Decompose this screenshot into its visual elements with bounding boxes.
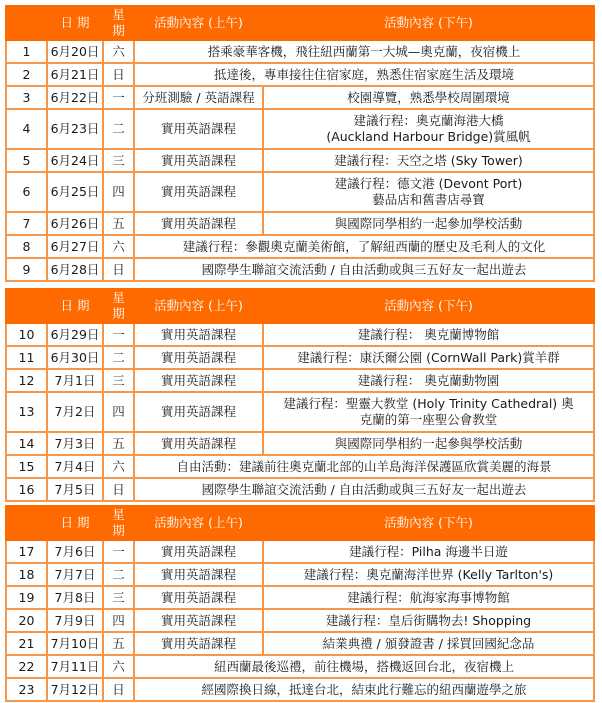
- day-weekday: 二: [103, 109, 134, 149]
- day-activity-pm: [263, 172, 594, 212]
- pm-line-1: 建議行程：聖靈大教堂 (Holy Trinity Cathedral) 奧: [283, 396, 574, 411]
- schedule-table-week-2: [5, 288, 595, 502]
- day-date: 7月2日: [47, 392, 103, 432]
- table-row: [6, 212, 594, 235]
- schedule-table-week-3: [5, 505, 595, 702]
- day-weekday: 二: [103, 563, 134, 586]
- table-row: [6, 149, 594, 172]
- day-activity-all: 紐西蘭最後巡禮，前往機場，搭機返回台北，夜宿機上: [134, 655, 594, 678]
- header-no: [6, 6, 47, 40]
- header-am: 活動內容 (上午): [134, 289, 263, 323]
- day-date: 7月5日: [47, 478, 103, 501]
- day-no: 13: [6, 392, 47, 432]
- day-no: 3: [6, 86, 47, 109]
- header-am: 活動內容 (上午): [134, 6, 263, 40]
- day-weekday: 日: [103, 258, 134, 281]
- table-row: [6, 346, 594, 369]
- pm-line-2: 藝品店和舊書店尋寶: [372, 192, 485, 207]
- day-no: 11: [6, 346, 47, 369]
- table-row: [6, 86, 594, 109]
- day-activity-am: 實用英語課程: [134, 540, 263, 563]
- table-row: [6, 258, 594, 281]
- day-activity-am: 實用英語課程: [134, 149, 263, 172]
- day-weekday: 三: [103, 369, 134, 392]
- day-date: 6月21日: [47, 63, 103, 86]
- table-row: [6, 369, 594, 392]
- pm-line-1: 建議行程：德文港 (Devont Port): [334, 176, 523, 191]
- header-weekday: 星 期: [103, 506, 134, 540]
- table-row: [6, 655, 594, 678]
- day-weekday: 一: [103, 323, 134, 346]
- day-weekday: 一: [103, 540, 134, 563]
- table-row: [6, 235, 594, 258]
- header-weekday: 星 期: [103, 289, 134, 323]
- day-weekday: 三: [103, 586, 134, 609]
- schedule-table-week-1: [5, 5, 595, 282]
- day-weekday: 日: [103, 478, 134, 501]
- day-activity-pm: 建議行程：天空之塔 (Sky Tower): [263, 149, 594, 172]
- day-no: 21: [6, 632, 47, 655]
- day-activity-am: 實用英語課程: [134, 172, 263, 212]
- day-activity-all: 國際學生聯誼交流活動 / 自由活動或與三五好友一起出遊去: [134, 478, 594, 501]
- day-date: 6月26日: [47, 212, 103, 235]
- table-row: [6, 632, 594, 655]
- day-activity-am: 實用英語課程: [134, 109, 263, 149]
- header-pm: 活動內容 (下午): [263, 6, 594, 40]
- day-activity-all: 抵達後，專車接往住宿家庭，熟悉住宿家庭生活及環境: [134, 63, 594, 86]
- table-row: [6, 172, 594, 212]
- day-activity-pm: 建議行程：航海家海事博物館: [263, 586, 594, 609]
- header-no: [6, 289, 47, 323]
- day-weekday: 四: [103, 609, 134, 632]
- day-weekday: 六: [103, 40, 134, 63]
- day-activity-am: 實用英語課程: [134, 392, 263, 432]
- table-row: [6, 109, 594, 149]
- day-date: 6月30日: [47, 346, 103, 369]
- day-no: 15: [6, 455, 47, 478]
- day-weekday: 五: [103, 632, 134, 655]
- day-activity-am: 實用英語課程: [134, 346, 263, 369]
- day-activity-am: 實用英語課程: [134, 563, 263, 586]
- day-activity-pm: 與國際同學相約一起參加學校活動: [263, 212, 594, 235]
- table-row: [6, 432, 594, 455]
- table-row: [6, 478, 594, 501]
- day-no: 18: [6, 563, 47, 586]
- day-activity-am: 實用英語課程: [134, 212, 263, 235]
- day-no: 14: [6, 432, 47, 455]
- day-activity-pm: 建議行程：Pilha 海邊半日遊: [263, 540, 594, 563]
- header-pm: 活動內容 (下午): [263, 289, 594, 323]
- day-date: 6月25日: [47, 172, 103, 212]
- day-date: 6月23日: [47, 109, 103, 149]
- header-no: [6, 506, 47, 540]
- table-row: [6, 63, 594, 86]
- header-weekday: 星 期: [103, 6, 134, 40]
- day-activity-pm: 建議行程：康沃爾公園 (CornWall Park)賞羊群: [263, 346, 594, 369]
- day-activity-pm: 建議行程： 奧克蘭博物館: [263, 323, 594, 346]
- table-row: [6, 455, 594, 478]
- day-no: 5: [6, 149, 47, 172]
- header-date: 日 期: [47, 289, 103, 323]
- table-row: [6, 609, 594, 632]
- day-weekday: 一: [103, 86, 134, 109]
- day-activity-am: 分班測驗 / 英語課程: [134, 86, 263, 109]
- day-date: 6月20日: [47, 40, 103, 63]
- pm-line-2: 克蘭的第一座聖公會教堂: [359, 412, 498, 427]
- day-activity-all: 國際學生聯誼交流活動 / 自由活動或與三五好友一起出遊去: [134, 258, 594, 281]
- day-activity-pm: 與國際同學相約一起參與學校活動: [263, 432, 594, 455]
- day-date: 6月27日: [47, 235, 103, 258]
- day-weekday: 四: [103, 392, 134, 432]
- day-activity-pm: [263, 109, 594, 149]
- table-header-row: [6, 289, 594, 323]
- day-activity-all: 自由活動：建議前往奧克蘭北部的山羊島海洋保護區欣賞美麗的海景: [134, 455, 594, 478]
- day-no: 23: [6, 678, 47, 701]
- pm-line-2: (Auckland Harbour Bridge)賞風帆: [326, 129, 531, 144]
- day-no: 8: [6, 235, 47, 258]
- table-header-row: [6, 6, 594, 40]
- day-activity-all: 搭乘豪華客機，飛往紐西蘭第一大城—奧克蘭，夜宿機上: [134, 40, 594, 63]
- day-activity-am: 實用英語課程: [134, 632, 263, 655]
- day-no: 22: [6, 655, 47, 678]
- day-no: 12: [6, 369, 47, 392]
- day-activity-am: 實用英語課程: [134, 369, 263, 392]
- table-row: [6, 40, 594, 63]
- day-weekday: 二: [103, 346, 134, 369]
- day-date: 7月12日: [47, 678, 103, 701]
- pm-line-1: 建議行程：奧克蘭海港大橋: [353, 113, 504, 128]
- day-activity-all: 建議行程：參觀奧克蘭美術館，了解紐西蘭的歷史及毛利人的文化: [134, 235, 594, 258]
- table-header-row: [6, 506, 594, 540]
- header-date: 日 期: [47, 506, 103, 540]
- day-date: 7月7日: [47, 563, 103, 586]
- table-row: [6, 586, 594, 609]
- table-row: [6, 392, 594, 432]
- day-date: 7月11日: [47, 655, 103, 678]
- day-date: 7月6日: [47, 540, 103, 563]
- day-date: 7月3日: [47, 432, 103, 455]
- day-no: 10: [6, 323, 47, 346]
- day-activity-am: 實用英語課程: [134, 323, 263, 346]
- day-no: 20: [6, 609, 47, 632]
- day-date: 7月4日: [47, 455, 103, 478]
- day-activity-pm: [263, 392, 594, 432]
- day-no: 1: [6, 40, 47, 63]
- day-date: 7月8日: [47, 586, 103, 609]
- day-weekday: 五: [103, 432, 134, 455]
- day-activity-all: 經國際換日線，抵達台北，結束此行難忘的紐西蘭遊學之旅: [134, 678, 594, 701]
- header-date: 日 期: [47, 6, 103, 40]
- day-date: 6月28日: [47, 258, 103, 281]
- day-weekday: 六: [103, 235, 134, 258]
- day-no: 16: [6, 478, 47, 501]
- day-date: 6月22日: [47, 86, 103, 109]
- table-row: [6, 678, 594, 701]
- day-weekday: 五: [103, 212, 134, 235]
- day-activity-pm: 建議行程： 奧克蘭動物園: [263, 369, 594, 392]
- day-weekday: 四: [103, 172, 134, 212]
- day-weekday: 日: [103, 63, 134, 86]
- day-date: 6月24日: [47, 149, 103, 172]
- day-date: 6月29日: [47, 323, 103, 346]
- day-no: 6: [6, 172, 47, 212]
- day-activity-pm: 校園導覽，熟悉學校周圍環境: [263, 86, 594, 109]
- day-date: 7月10日: [47, 632, 103, 655]
- day-no: 17: [6, 540, 47, 563]
- day-weekday: 六: [103, 655, 134, 678]
- day-activity-am: 實用英語課程: [134, 609, 263, 632]
- day-weekday: 三: [103, 149, 134, 172]
- day-no: 7: [6, 212, 47, 235]
- day-weekday: 六: [103, 455, 134, 478]
- table-row: [6, 563, 594, 586]
- table-row: [6, 323, 594, 346]
- day-activity-am: 實用英語課程: [134, 586, 263, 609]
- day-no: 2: [6, 63, 47, 86]
- day-date: 7月1日: [47, 369, 103, 392]
- day-activity-pm: 結業典禮 / 頒發證書 / 採買回國紀念品: [263, 632, 594, 655]
- table-row: [6, 540, 594, 563]
- day-no: 9: [6, 258, 47, 281]
- header-am: 活動內容 (上午): [134, 506, 263, 540]
- day-weekday: 日: [103, 678, 134, 701]
- header-pm: 活動內容 (下午): [263, 506, 594, 540]
- day-activity-am: 實用英語課程: [134, 432, 263, 455]
- day-no: 4: [6, 109, 47, 149]
- day-date: 7月9日: [47, 609, 103, 632]
- day-activity-pm: 建議行程：皇后街購物去! Shopping: [263, 609, 594, 632]
- day-no: 19: [6, 586, 47, 609]
- day-activity-pm: 建議行程：奧克蘭海洋世界 (Kelly Tarlton's): [263, 563, 594, 586]
